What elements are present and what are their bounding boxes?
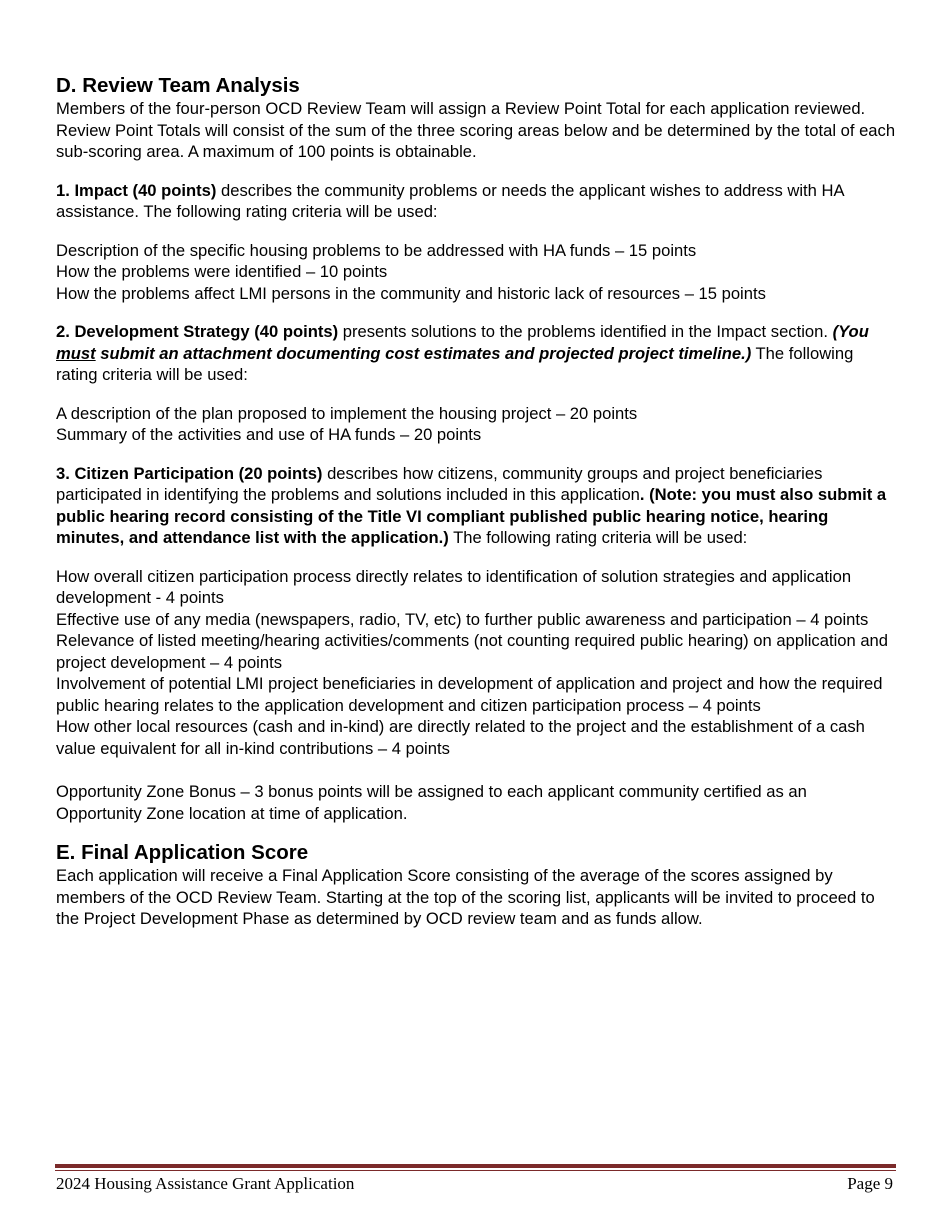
citizen-criterion: How overall citizen participation process directly relates to identification of solution strategies and application development - 4 points: [56, 566, 852, 607]
section-e-heading: E. Final Application Score: [56, 841, 309, 864]
citizen-criterion: Involvement of potential LMI project beneficiaries in development of application and project and how the required public hearing relates to the application development and citizen participation process – 4 points: [56, 674, 883, 715]
citizen-criterion: Relevance of listed meeting/hearing activities/comments (not counting required public hearing) on application and project development – 4 points: [56, 631, 889, 672]
impact-criterion: Description of the specific housing problems to be addressed with HA funds – 15 points: [56, 240, 697, 260]
impact-title: 1. Impact (40 points): [56, 180, 217, 200]
section-e-text: Each application will receive a Final Application Score consisting of the average of the scores assigned by members of the OCD Review Team. Starting at the top of the scoring list, applicants will be invited to proceed to the Project Development Phase as determined by OCD review team and as funds allow.: [56, 866, 875, 928]
page-number: Page 9: [847, 1174, 893, 1193]
development-criterion: A description of the plan proposed to implement the housing project – 20 points: [56, 403, 638, 423]
development-title: 2. Development Strategy (40 points): [56, 322, 339, 341]
impact-criteria-list: [56, 240, 896, 305]
citizen-paragraph: [56, 463, 896, 549]
citizen-criteria-list: [56, 566, 896, 760]
citizen-title: 3. Citizen Participation (20 points): [56, 463, 323, 483]
impact-text: describes the community problems or needs the applicant wishes to address with HA assistance. The following rating criteria will be used:: [56, 180, 844, 221]
development-paragraph: [56, 321, 896, 386]
footer-rule: [55, 1164, 896, 1168]
document-page: [56, 74, 896, 930]
citizen-criterion: Effective use of any media (newspapers, radio, TV, etc) to further public awareness and participation – 4 points: [56, 609, 869, 629]
citizen-text: describes how citizens, community groups and project beneficiaries participated in identifying the problems and solutions included in this application: [56, 463, 823, 504]
development-note-post: submit an attachment documenting cost estimates and projected project timeline.): [95, 343, 752, 363]
citizen-note: . (Note: you must also submit a public hearing record consisting of the Title VI compliant published public hearing notice, hearing minutes, and attendance list with the application.): [56, 485, 887, 547]
impact-criterion: How the problems affect LMI persons in the community and historic lack of resources – 15 points: [56, 283, 766, 303]
development-tail: The following rating criteria will be used:: [56, 343, 854, 384]
development-note-must: must: [56, 343, 96, 363]
section-d-intro: Members of the four-person OCD Review Team will assign a Review Point Total for each application reviewed. Review Point Totals will consist of the sum of the three scoring areas below and be determined by the total of each sub-scoring area. A maximum of 100 points is obtainable.: [56, 99, 896, 161]
impact-paragraph: [56, 180, 896, 223]
opportunity-zone-bonus: Opportunity Zone Bonus – 3 bonus points will be assigned to each applicant community certified as an Opportunity Zone location at time of application.: [56, 782, 807, 823]
development-note-pre: (You: [832, 322, 869, 341]
footer-title: 2024 Housing Assistance Grant Application: [56, 1174, 355, 1193]
footer-rule-thin: [55, 1170, 896, 1171]
section-d-heading: D. Review Team Analysis: [56, 74, 300, 97]
citizen-criterion: How other local resources (cash and in-kind) are directly related to the project and the establishment of a cash value equivalent for all in-kind contributions – 4 points: [56, 717, 865, 758]
development-criterion: Summary of the activities and use of HA funds – 20 points: [56, 425, 482, 444]
development-criteria-list: [56, 403, 896, 446]
impact-criterion: How the problems were identified – 10 points: [56, 262, 388, 281]
development-text: presents solutions to the problems identified in the Impact section.: [338, 322, 833, 341]
citizen-tail: The following rating criteria will be used:: [448, 528, 748, 547]
